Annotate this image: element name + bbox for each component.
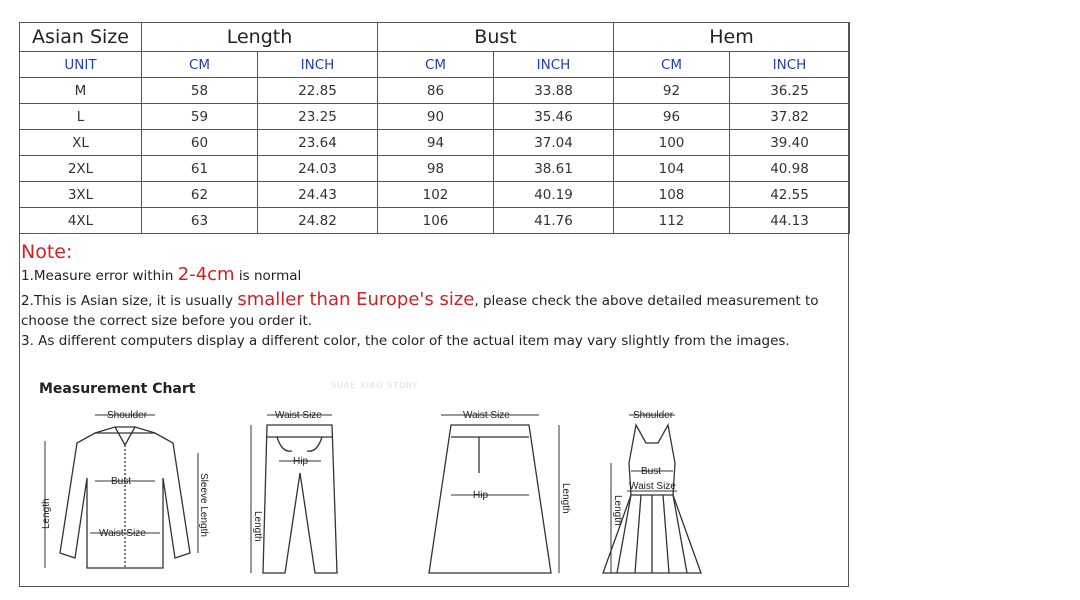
measurement-cell: 96: [614, 104, 730, 130]
measurement-cell: 23.25: [258, 104, 378, 130]
length-label: Length: [41, 498, 52, 529]
note-emphasis: smaller than Europe's size: [237, 289, 475, 310]
waist-label: Waist Size: [99, 528, 146, 539]
measurement-chart: [21, 373, 847, 585]
measurement-cell: 35.46: [494, 104, 614, 130]
unit-row: [20, 52, 850, 78]
measurement-cell: 36.25: [730, 78, 850, 104]
measurement-cell: 40.19: [494, 182, 614, 208]
skirt-length-label: Length: [560, 483, 571, 514]
size-cell: 4XL: [20, 208, 142, 234]
measurement-cell: 102: [378, 182, 494, 208]
measurement-cell: 100: [614, 130, 730, 156]
measurement-cell: 38.61: [494, 156, 614, 182]
measurement-cell: 22.85: [258, 78, 378, 104]
dress-waist-label: Waist Size: [629, 481, 676, 492]
unit-cell: CM: [378, 52, 494, 78]
note-title: Note:: [21, 241, 73, 263]
size-cell: L: [20, 104, 142, 130]
measurement-cell: 98: [378, 156, 494, 182]
shirt-diagram: [35, 403, 215, 583]
measurement-cell: 42.55: [730, 182, 850, 208]
hip-label: Hip: [293, 456, 309, 467]
skirt-waist-label: Waist Size: [463, 410, 510, 421]
unit-cell: UNIT: [20, 52, 142, 78]
measurement-cell: 94: [378, 130, 494, 156]
measurement-cell: 106: [378, 208, 494, 234]
header-cell: Bust: [378, 23, 614, 52]
note-line-3: 3. As different computers display a different color, the color of the actual item may vary slightly from the images.: [21, 333, 790, 349]
note-text: is normal: [234, 268, 302, 284]
measurement-cell: 37.04: [494, 130, 614, 156]
measurement-cell: 90: [378, 104, 494, 130]
table-row: [20, 104, 850, 130]
dress-shoulder-label: Shoulder: [633, 410, 674, 421]
note-emphasis: 2-4cm: [177, 264, 235, 285]
header-cell: Asian Size: [20, 23, 142, 52]
measurement-cell: 62: [142, 182, 258, 208]
measurement-cell: 24.82: [258, 208, 378, 234]
bust-label: Bust: [111, 476, 132, 487]
note-line-2: [21, 290, 847, 331]
measurement-cell: 86: [378, 78, 494, 104]
measurement-cell: 33.88: [494, 78, 614, 104]
measurement-cell: 60: [142, 130, 258, 156]
table-row: [20, 156, 850, 182]
table-row: [20, 78, 850, 104]
size-cell: M: [20, 78, 142, 104]
dress-length-label: Length: [612, 495, 623, 526]
measurement-cell: 40.98: [730, 156, 850, 182]
measurement-cell: 112: [614, 208, 730, 234]
header-row: [20, 23, 850, 52]
measurement-cell: 63: [142, 208, 258, 234]
note-text: 2.This is Asian size, it is usually: [21, 293, 238, 309]
measurement-cell: 59: [142, 104, 258, 130]
notes-section: [21, 239, 847, 351]
unit-cell: INCH: [494, 52, 614, 78]
header-cell: Length: [142, 23, 378, 52]
measurement-cell: 24.43: [258, 182, 378, 208]
skirt-hip-label: Hip: [473, 490, 489, 501]
measurement-cell: 92: [614, 78, 730, 104]
watermark: SURE XIAO STORY: [331, 381, 419, 390]
pants-waist-label: Waist Size: [275, 410, 322, 421]
table-row: [20, 182, 850, 208]
table-row: [20, 130, 850, 156]
size-table: [19, 22, 850, 234]
pants-diagram: [237, 403, 357, 583]
measurement-cell: 58: [142, 78, 258, 104]
measurement-cell: 108: [614, 182, 730, 208]
unit-cell: INCH: [258, 52, 378, 78]
note-text: 1.Measure error within: [21, 268, 178, 284]
measurement-cell: 104: [614, 156, 730, 182]
measurement-cell: 39.40: [730, 130, 850, 156]
size-cell: 3XL: [20, 182, 142, 208]
skirt-diagram: [411, 403, 571, 583]
measurement-cell: 24.03: [258, 156, 378, 182]
measurement-cell: 23.64: [258, 130, 378, 156]
table-row: [20, 208, 850, 234]
sleeve-label: Sleeve Length: [198, 473, 209, 537]
unit-cell: CM: [142, 52, 258, 78]
measurement-cell: 41.76: [494, 208, 614, 234]
size-cell: 2XL: [20, 156, 142, 182]
measurement-chart-title: Measurement Chart: [39, 381, 196, 397]
shoulder-label: Shoulder: [107, 410, 148, 421]
dress-bust-label: Bust: [641, 466, 662, 477]
unit-cell: CM: [614, 52, 730, 78]
note-text: , please check the above detailed measurement to choose the correct size before you order it.: [21, 293, 819, 329]
pants-length-label: Length: [252, 511, 263, 542]
measurement-cell: 44.13: [730, 208, 850, 234]
header-cell: Hem: [614, 23, 850, 52]
size-chart-frame: [19, 22, 849, 587]
note-line-1: [21, 265, 847, 286]
measurement-cell: 37.82: [730, 104, 850, 130]
unit-cell: INCH: [730, 52, 850, 78]
dress-diagram: [591, 403, 711, 583]
size-cell: XL: [20, 130, 142, 156]
measurement-cell: 61: [142, 156, 258, 182]
